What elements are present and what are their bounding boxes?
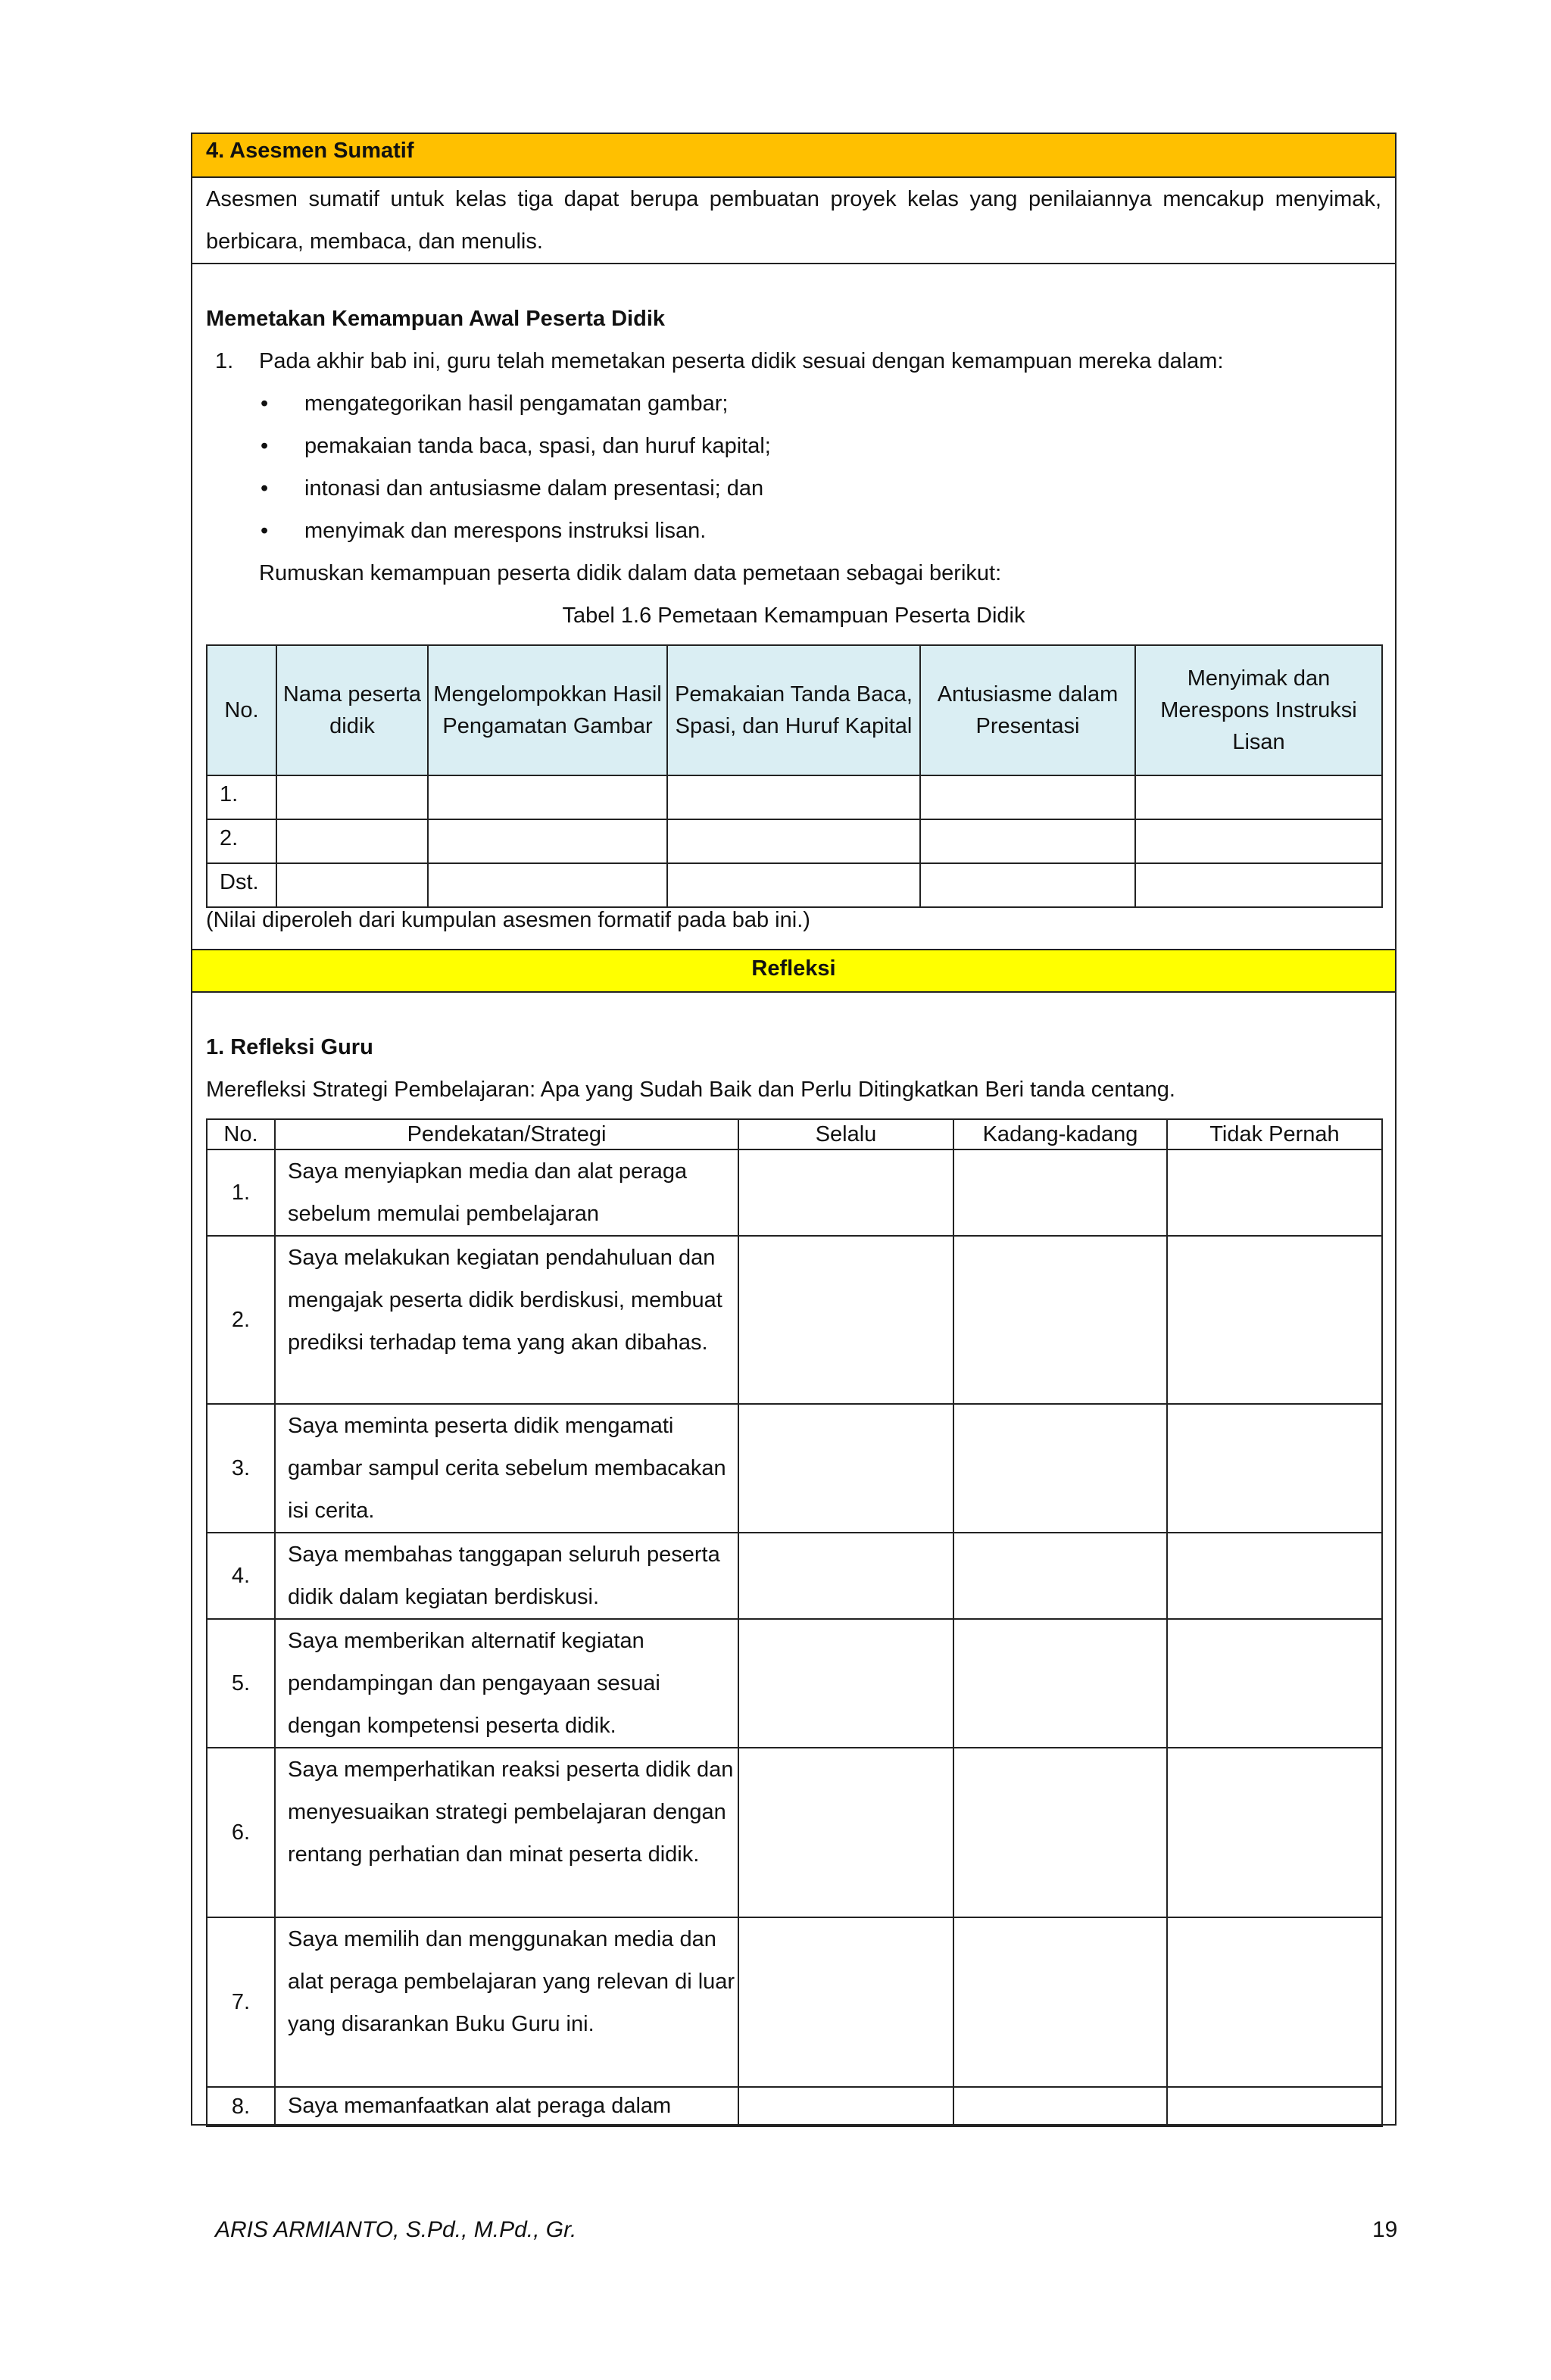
strategy-text: Saya memanfaatkan alat peraga dalam <box>275 2087 738 2126</box>
column-header: Antusiasme dalam Presentasi <box>920 645 1135 775</box>
table-row <box>207 1404 1382 1533</box>
bullet-icon: • <box>261 519 269 543</box>
refleksi-header-row <box>207 1119 1382 1149</box>
checkbox-cell-kadang-kadang[interactable] <box>953 1748 1167 1917</box>
row-number: 1. <box>207 775 276 819</box>
checkbox-cell-selalu[interactable] <box>738 1533 953 1619</box>
table-cell[interactable] <box>920 775 1135 819</box>
strategy-text: Saya melakukan kegiatan pendahuluan dan mengajak peserta didik berdiskusi, membuat prediksi terhadap tema yang akan dibahas. <box>275 1236 738 1404</box>
refleksi-heading: 1. Refleksi Guru <box>206 1035 373 1059</box>
section-divider <box>192 263 1395 264</box>
table-cell[interactable] <box>920 819 1135 863</box>
table-caption: Tabel 1.6 Pemetaan Kemampuan Peserta Didik <box>562 604 1025 628</box>
row-number: 1. <box>207 1149 275 1236</box>
table-cell[interactable] <box>428 775 667 819</box>
checkbox-cell-selalu[interactable] <box>738 1619 953 1748</box>
asesmen-sumatif-intro: Asesmen sumatif untuk kelas tiga dapat berupa pembuatan proyek kelas yang penilaiannya mencakup menyimak, berbicara, membaca, dan menulis. <box>206 187 1381 254</box>
table-cell[interactable] <box>276 819 428 863</box>
checkbox-cell-kadang-kadang[interactable] <box>953 1236 1167 1404</box>
row-number: 4. <box>207 1533 275 1619</box>
mapping-bullet <box>261 391 729 416</box>
mapping-instruction: Rumuskan kemampuan peserta didik dalam data pemetaan sebagai berikut: <box>259 561 1002 585</box>
bullet-text: intonasi dan antusiasme dalam presentasi; dan <box>304 476 764 501</box>
table-cell[interactable] <box>276 863 428 907</box>
checkbox-cell-tidak-pernah[interactable] <box>1167 1236 1382 1404</box>
page-number: 19 <box>1372 2217 1398 2242</box>
table-row <box>207 2087 1382 2126</box>
table-cell[interactable] <box>667 863 920 907</box>
bullet-text: menyimak dan merespons instruksi lisan. <box>304 519 707 543</box>
section-header-asesmen-sumatif: 4. Asesmen Sumatif <box>192 134 1395 178</box>
table-cell[interactable] <box>1135 775 1382 819</box>
table-cell[interactable] <box>1135 819 1382 863</box>
table-cell[interactable] <box>1135 863 1382 907</box>
checkbox-cell-tidak-pernah[interactable] <box>1167 2087 1382 2126</box>
row-number: 2. <box>207 819 276 863</box>
column-header: Pemakaian Tanda Baca, Spasi, dan Huruf Kapital <box>667 645 920 775</box>
strategy-text: Saya memilih dan menggunakan media dan alat peraga pembelajaran yang relevan di luar yang disarankan Buku Guru ini. <box>275 1917 738 2087</box>
column-header: Menyimak dan Merespons Instruksi Lisan <box>1135 645 1382 775</box>
table-row <box>207 1748 1382 1917</box>
checkbox-cell-tidak-pernah[interactable] <box>1167 1619 1382 1748</box>
checkbox-cell-tidak-pernah[interactable] <box>1167 1149 1382 1236</box>
mapping-heading: Memetakan Kemampuan Awal Peserta Didik <box>206 307 666 331</box>
table-cell[interactable] <box>428 863 667 907</box>
checkbox-cell-selalu[interactable] <box>738 2087 953 2126</box>
strategy-text: Saya memperhatikan reaksi peserta didik dan menyesuaikan strategi pembelajaran dengan rentang perhatian dan minat peserta didik. <box>275 1748 738 1917</box>
table-row <box>207 819 1382 863</box>
table-cell[interactable] <box>276 775 428 819</box>
checkbox-cell-kadang-kadang[interactable] <box>953 1917 1167 2087</box>
row-number: 3. <box>207 1404 275 1533</box>
row-number: 5. <box>207 1619 275 1748</box>
row-number: 2. <box>207 1236 275 1404</box>
row-number: Dst. <box>207 863 276 907</box>
footer-author: ARIS ARMIANTO, S.Pd., M.Pd., Gr. <box>215 2217 577 2242</box>
table-row <box>207 1533 1382 1619</box>
checkbox-cell-tidak-pernah[interactable] <box>1167 1404 1382 1533</box>
table-row <box>207 1619 1382 1748</box>
checkbox-cell-kadang-kadang[interactable] <box>953 1404 1167 1533</box>
bullet-icon: • <box>261 476 269 501</box>
row-number: 7. <box>207 1917 275 2087</box>
checkbox-cell-selalu[interactable] <box>738 1404 953 1533</box>
table-row <box>207 775 1382 819</box>
checkbox-cell-selalu[interactable] <box>738 1149 953 1236</box>
column-header: Kadang-kadang <box>953 1119 1167 1149</box>
mapping-table <box>206 644 1383 908</box>
table-row <box>207 1149 1382 1236</box>
strategy-text: Saya meminta peserta didik mengamati gambar sampul cerita sebelum membacakan isi cerita. <box>275 1404 738 1533</box>
column-header: No. <box>207 1119 275 1149</box>
checkbox-cell-selalu[interactable] <box>738 1748 953 1917</box>
document-frame <box>191 133 1397 2126</box>
checkbox-cell-selalu[interactable] <box>738 1236 953 1404</box>
strategy-text: Saya membahas tanggapan seluruh peserta didik dalam kegiatan berdiskusi. <box>275 1533 738 1619</box>
column-header: Tidak Pernah <box>1167 1119 1382 1149</box>
table-cell[interactable] <box>667 775 920 819</box>
bullet-text: pemakaian tanda baca, spasi, dan huruf kapital; <box>304 434 771 458</box>
row-number: 6. <box>207 1748 275 1917</box>
column-header: Selalu <box>738 1119 953 1149</box>
mapping-item-text: Pada akhir bab ini, guru telah memetakan peserta didik sesuai dengan kemampuan mereka dalam: <box>259 349 1224 373</box>
column-header: Nama peserta didik <box>276 645 428 775</box>
checkbox-cell-tidak-pernah[interactable] <box>1167 1748 1382 1917</box>
table-row <box>207 1917 1382 2087</box>
strategy-text: Saya memberikan alternatif kegiatan pendampingan dan pengayaan sesuai dengan kompetensi peserta didik. <box>275 1619 738 1748</box>
mapping-bullet <box>261 476 764 501</box>
mapping-note: (Nilai diperoleh dari kumpulan asesmen formatif pada bab ini.) <box>206 908 810 932</box>
checkbox-cell-tidak-pernah[interactable] <box>1167 1917 1382 2087</box>
checkbox-cell-selalu[interactable] <box>738 1917 953 2087</box>
mapping-table-header-row <box>207 645 1382 775</box>
refleksi-table <box>206 1118 1383 2127</box>
bullet-text: mengategorikan hasil pengamatan gambar; <box>304 391 729 416</box>
mapping-bullet <box>261 434 771 459</box>
bullet-icon: • <box>261 434 269 458</box>
bullet-icon: • <box>261 391 269 416</box>
table-cell[interactable] <box>920 863 1135 907</box>
column-header: Mengelompokkan Hasil Pengamatan Gambar <box>428 645 667 775</box>
section-header-refleksi: Refleksi <box>192 949 1395 993</box>
checkbox-cell-kadang-kadang[interactable] <box>953 1149 1167 1236</box>
checkbox-cell-kadang-kadang[interactable] <box>953 1533 1167 1619</box>
checkbox-cell-kadang-kadang[interactable] <box>953 2087 1167 2126</box>
row-number: 8. <box>207 2087 275 2126</box>
mapping-bullet <box>261 519 707 544</box>
strategy-text: Saya menyiapkan media dan alat peraga sebelum memulai pembelajaran <box>275 1149 738 1236</box>
refleksi-instruction: Merefleksi Strategi Pembelajaran: Apa yang Sudah Baik dan Perlu Ditingkatkan Beri tanda centang. <box>206 1078 1175 1102</box>
table-cell[interactable] <box>667 819 920 863</box>
column-header: Pendekatan/Strategi <box>275 1119 738 1149</box>
checkbox-cell-kadang-kadang[interactable] <box>953 1619 1167 1748</box>
column-header: No. <box>207 645 276 775</box>
table-row <box>207 863 1382 907</box>
checkbox-cell-tidak-pernah[interactable] <box>1167 1533 1382 1619</box>
table-row <box>207 1236 1382 1404</box>
mapping-item-number: 1. <box>215 349 234 373</box>
table-cell[interactable] <box>428 819 667 863</box>
